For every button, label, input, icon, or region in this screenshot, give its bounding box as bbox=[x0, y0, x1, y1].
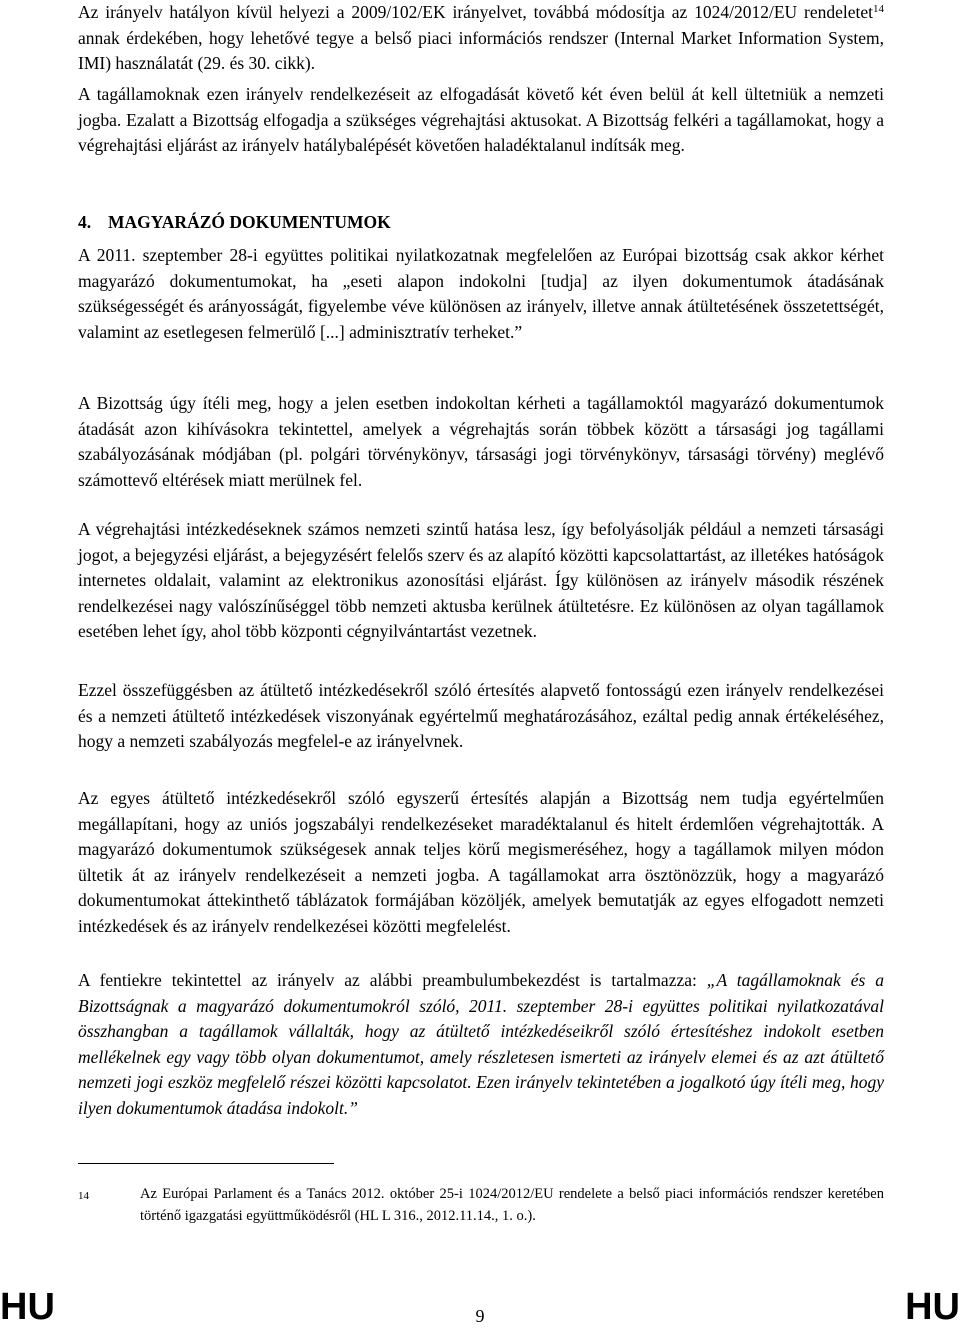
footnote-reference[interactable]: 14 bbox=[873, 3, 884, 15]
paragraph-directive-repeal bbox=[78, 0, 884, 77]
paragraph-text: Az irányelv hatályon kívül helyezi a 2009/102/EK irányelvet, továbbá módosítja az 1024/2012/EU rendeletet bbox=[78, 2, 873, 22]
language-code-right: HU bbox=[905, 1286, 960, 1328]
paragraph-notification-importance: Ezzel összefüggésben az átültető intézkedésekről szóló értesítés alapvető fontosságú ezen irányelv rendelkezései és a nemzeti átültető intézkedések viszonyának egyértelmű meghatározásához, ezáltal pedig annak értékeléséhez, hogy a nemzeti szabályozás megfelel-e az irányelvnek. bbox=[78, 680, 884, 752]
paragraph-explanatory-documents: Az egyes átültető intézkedésekről szóló egyszerű értesítés alapján a Bizottság nem tudja egyértelműen megállapítani, hogy az uniós jogszabályi rendelkezéseket maradéktalanul és hitelt érdemlően végrehajtották. A magyarázó dokumentumok szükségesek annak teljes körű megismeréséhez, hogy a tagállamok milyen módon ültetik át az irányelv rendelkezéseit a nemzeti jogba. A tagállamokat arra ösztönözzük, hogy a magyarázó dokumentumokat áttekinthető táblázatok formájában közöljék, amelyek bemutatják az egyes elfogadott nemzeti intézkedések és az irányelv rendelkezései közötti megfelelést. bbox=[78, 788, 884, 936]
footnote-separator bbox=[78, 1163, 334, 1164]
footnote-mark: 14 bbox=[78, 1190, 89, 1202]
section-number: 4. bbox=[78, 212, 92, 232]
paragraph-text: A fentiekre tekintettel az irányelv az alábbi preambulumbekezdést is tartalmazza: bbox=[78, 970, 707, 990]
paragraph-implementing-measures: A végrehajtási intézkedéseknek számos nemzeti szintű hatása lesz, így befolyásolják például a nemzeti társasági jogot, a bejegyzési eljárást, a bejegyzésért felelős szerv és az alapító közötti kapcsolattartást, az illetékes hatóságok internetes oldalait, valamint az elektronikus azonosítási eljárást. Így különösen az irányelv második részének rendelkezései nagy valószínűséggel több nemzeti aktusba kerülnek átültetésre. Ez különösen az olyan tagállamok esetében lehet így, ahol több központi cégnyilvántartást vezetnek. bbox=[78, 519, 884, 642]
section-title: MAGYARÁZÓ DOKUMENTUMOK bbox=[108, 212, 391, 232]
language-code-left: HU bbox=[0, 1286, 55, 1328]
page-number: 9 bbox=[475, 1306, 485, 1326]
paragraph-political-declaration: A 2011. szeptember 28-i együttes politikai nyilatkozatnak megfelelően az Európai bizottság csak akkor kérhet magyarázó dokumentumokat, ha „eseti alapon indokolni [tudja] az ilyen dokumentumok átadásának szükségességét és arányosságát, figyelembe véve különösen az irányelv, illetve annak átültetésének összetettségét, valamint az esetlegesen felmerülő [...] adminisztratív terheket.” bbox=[78, 245, 884, 342]
paragraph-commission-view: A Bizottság úgy ítéli meg, hogy a jelen esetben indokoltan kérheti a tagállamoktól magyarázó dokumentumok átadását azon kihívásokra tekintettel, amelyek a végrehajtás során többek között a társasági jog tagállami szabályozásának módjában (pl. polgári törvénykönyv, társasági jogi törvénykönyv, társasági törvény) meglévő számottevő eltérések miatt merülnek fel. bbox=[78, 393, 884, 490]
footnote-text: Az Európai Parlament és a Tanács 2012. október 25-i 1024/2012/EU rendelete a belső piaci információs rendszer keretében történő igazgatási együttműködésről (HL L 316., 2012.11.14., 1. o.). bbox=[140, 1186, 884, 1224]
paragraph-text: annak érdekében, hogy lehetővé tegye a belső piaci információs rendszer (Internal Market Information System, IMI) használatát (29. és 30. cikk). bbox=[78, 27, 884, 74]
paragraph-recital bbox=[78, 968, 884, 1122]
section-heading bbox=[78, 210, 391, 236]
footnote bbox=[78, 1183, 884, 1227]
paragraph-transposition: A tagállamoknak ezen irányelv rendelkezéseit az elfogadását követő két éven belül át kell ültetniük a nemzeti jogba. Ezalatt a Bizottság elfogadja a szükséges végrehajtási aktusokat. A Bizottság felkéri a tagállamokat, hogy a végrehajtási eljárást az irányelv hatálybalépését követően haladéktalanul indítsák meg. bbox=[78, 84, 884, 156]
recital-quote: „A tagállamoknak és a Bizottságnak a magyarázó dokumentumokról szóló, 2011. szeptember 28-i együttes politikai nyilatkozatával összhangban a tagállamok vállalták, hogy az átültető intézkedéseikről szóló értesítéshez indokolt esetben mellékelnek egy vagy több olyan dokumentumot, amely részletesen ismerteti az irányelv elemei és az azt átültető nemzeti jogi eszköz megfelelő részei közötti kapcsolatot. Ezen irányelv tekintetében a jogalkotó úgy ítéli meg, hogy ilyen dokumentumok átadása indokolt.” bbox=[78, 970, 884, 1118]
